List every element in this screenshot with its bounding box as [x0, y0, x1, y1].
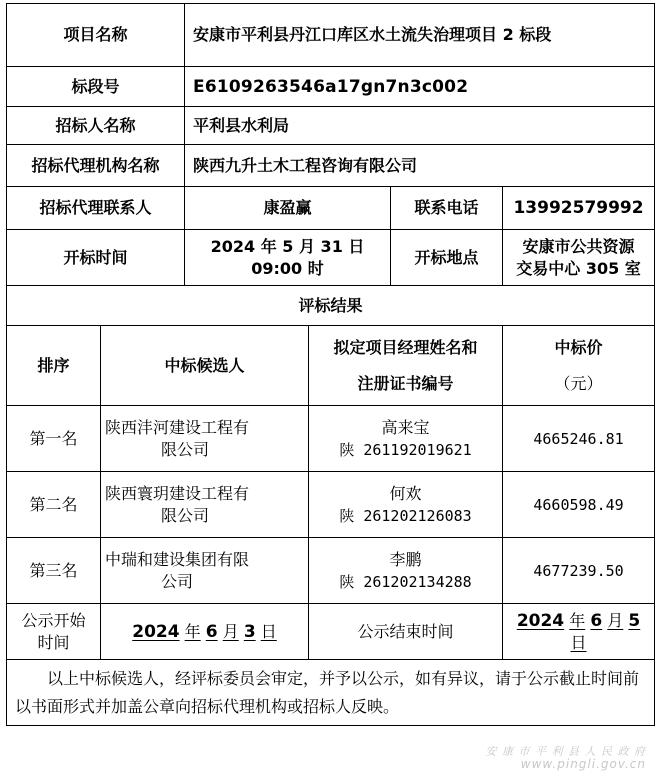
row-tenderer — [7, 107, 655, 145]
candidate-cell — [101, 538, 309, 604]
row-project-name — [7, 4, 655, 67]
manager-cert: 陕 261202126083 — [339, 506, 472, 525]
publicity-start-date — [101, 604, 309, 660]
row-results-header — [7, 326, 655, 406]
row-section-no — [7, 67, 655, 107]
bid-result-table — [6, 3, 655, 726]
candidate-cell — [101, 406, 309, 472]
row-contact — [7, 187, 655, 230]
manager-name: 李鹏 — [389, 549, 422, 569]
manager-cell — [309, 538, 503, 604]
phone-label: 联系电话 — [391, 187, 503, 230]
results-title: 评标结果 — [7, 286, 655, 326]
publicity-start-label-line1: 公示开始 — [21, 610, 86, 630]
end-day-unit: 日 — [570, 632, 587, 652]
publicity-end-label: 公示结束时间 — [309, 604, 503, 660]
open-time-value — [185, 230, 391, 286]
manager-name: 何欢 — [389, 483, 422, 503]
header-candidate: 中标候选人 — [101, 326, 309, 406]
price-cell: 4677239.50 — [503, 538, 655, 604]
table-row — [7, 538, 655, 604]
publicity-end-date — [503, 604, 655, 660]
end-month-unit: 月 — [607, 610, 624, 630]
candidate-line1: 陕西沣河建设工程有 — [105, 417, 250, 437]
row-notice — [7, 660, 655, 726]
start-year: 2024 — [132, 621, 180, 642]
open-place-value — [503, 230, 655, 286]
table-row — [7, 472, 655, 538]
start-year-unit: 年 — [184, 621, 201, 641]
candidate-line2: 限公司 — [161, 439, 210, 459]
start-day: 3 — [243, 621, 256, 642]
row-publicity — [7, 604, 655, 660]
agency-value: 陕西九升土木工程咨询有限公司 — [185, 145, 655, 187]
end-month: 6 — [590, 610, 603, 631]
candidate-line2: 公司 — [161, 571, 194, 591]
site-watermark — [466, 745, 646, 771]
open-place-line2: 交易中心 305 室 — [516, 258, 641, 278]
header-price-line1: 中标价 — [554, 337, 603, 357]
contact-label: 招标代理联系人 — [7, 187, 185, 230]
open-time-date: 2024 年 5 月 31 日 — [210, 236, 365, 256]
rank-cell: 第三名 — [7, 538, 101, 604]
start-month: 6 — [205, 621, 218, 642]
candidate-line2: 限公司 — [161, 505, 210, 525]
header-manager — [309, 326, 503, 406]
manager-name: 高来宝 — [381, 417, 430, 437]
section-no-value: E6109263546a17gn7n3c002 — [185, 67, 655, 107]
rank-cell: 第一名 — [7, 406, 101, 472]
row-agency — [7, 145, 655, 187]
publicity-start-label — [7, 604, 101, 660]
rank-cell: 第二名 — [7, 472, 101, 538]
notice-text: 以上中标候选人，经评标委员会审定，并予以公示，如有异议，请于公示截止时间前以书面形式并加盖公章向招标代理机构或招标人反映。 — [7, 660, 655, 726]
candidate-cell — [101, 472, 309, 538]
candidate-line1: 中瑞和建设集团有限 — [105, 549, 250, 569]
start-day-unit: 日 — [260, 621, 277, 641]
tenderer-label: 招标人名称 — [7, 107, 185, 145]
header-manager-line1: 拟定项目经理姓名和 — [333, 337, 478, 357]
row-results-title — [7, 286, 655, 326]
end-year-unit: 年 — [569, 610, 586, 630]
header-rank: 排序 — [7, 326, 101, 406]
end-day: 5 — [628, 610, 641, 631]
row-opening — [7, 230, 655, 286]
agency-label: 招标代理机构名称 — [7, 145, 185, 187]
watermark-url: www.pingli.gov.cn — [520, 757, 646, 771]
tenderer-value: 平利县水利局 — [185, 107, 655, 145]
open-place-label: 开标地点 — [391, 230, 503, 286]
watermark-line1: 安 康 市 平 利 县 人 民 政 府 — [485, 745, 646, 758]
publicity-start-label-line2: 时间 — [37, 632, 70, 652]
open-place-line1: 安康市公共资源 — [522, 236, 635, 256]
header-manager-line2: 注册证书编号 — [357, 373, 454, 393]
open-time-label: 开标时间 — [7, 230, 185, 286]
phone-value: 13992579992 — [503, 187, 655, 230]
price-cell: 4665246.81 — [503, 406, 655, 472]
manager-cell — [309, 472, 503, 538]
section-no-label: 标段号 — [7, 67, 185, 107]
manager-cert: 陕 261202134288 — [339, 572, 472, 591]
start-month-unit: 月 — [222, 621, 239, 641]
header-price — [503, 326, 655, 406]
candidate-line1: 陕西寰玥建设工程有 — [105, 483, 250, 503]
table-row — [7, 406, 655, 472]
header-price-line2: （元） — [554, 373, 603, 393]
project-name-label: 项目名称 — [7, 4, 185, 67]
end-year: 2024 — [516, 610, 565, 631]
project-name-value: 安康市平利县丹江口库区水土流失治理项目 2 标段 — [185, 4, 655, 67]
open-time-hour: 09:00 时 — [251, 258, 324, 278]
price-cell: 4660598.49 — [503, 472, 655, 538]
bid-result-document — [6, 3, 654, 726]
manager-cell — [309, 406, 503, 472]
manager-cert: 陕 261192019621 — [339, 440, 472, 459]
contact-value: 康盈赢 — [185, 187, 391, 230]
